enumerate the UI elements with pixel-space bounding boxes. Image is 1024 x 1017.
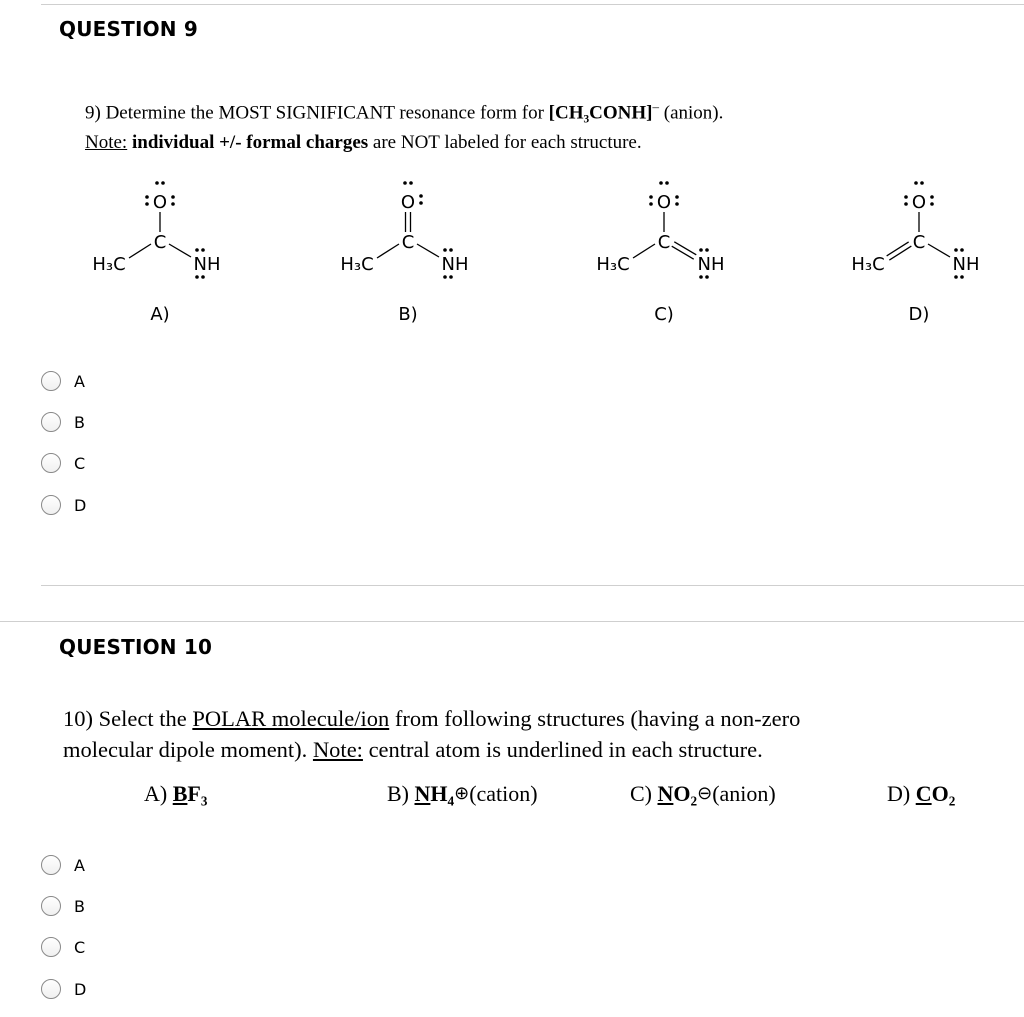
structure-drawing [85, 180, 245, 330]
section-divider [41, 585, 1024, 586]
q10-option-c[interactable]: C [41, 935, 85, 959]
lone-pair-dot [195, 248, 199, 252]
lone-pair-dot [659, 181, 663, 185]
bond-line [672, 246, 694, 259]
question-9-prompt [85, 92, 723, 158]
q10-radio-a[interactable] [41, 855, 61, 875]
q10-radio-c[interactable] [41, 937, 61, 957]
question-10-line-2: molecular dipole moment). Note: central atom is underlined in each structure. [63, 737, 763, 762]
methyl-group: H₃C [596, 254, 630, 275]
q9-radio-d[interactable] [41, 495, 61, 515]
bond-line [928, 244, 950, 257]
structure-drawing [589, 180, 749, 330]
lone-pair-dot [155, 181, 159, 185]
lone-pair-dot [705, 275, 709, 279]
lone-pair-dot [699, 275, 703, 279]
cn-bond [417, 244, 439, 257]
lone-pair-dot [699, 248, 703, 252]
methyl-group: H₃C [340, 254, 374, 275]
oxygen-atom: O [656, 192, 672, 213]
lone-pair-dot [195, 275, 199, 279]
question-9-line-1: 9) Determine the MOST SIGNIFICANT resonance form for [CH₃CONH]– (anion). [85, 99, 724, 124]
central-atom: N [414, 781, 431, 806]
lone-pair-dot [449, 248, 453, 252]
lone-pair-dot [409, 181, 413, 185]
oxygen-atom: O [400, 192, 416, 213]
lone-pair-dot [930, 202, 934, 206]
amide-nh: NH [697, 254, 725, 275]
cc-bond [377, 244, 399, 258]
cn-bond [169, 244, 191, 257]
question-10-line-1: 10) Select the POLAR molecule/ion from following structures (having a non-zero [63, 706, 801, 731]
lone-pair-dot [201, 248, 205, 252]
q9-option-d[interactable]: D [41, 493, 86, 517]
q10-radio-d[interactable] [41, 979, 61, 999]
structure-c [589, 180, 749, 330]
q10-radio-b[interactable] [41, 896, 61, 916]
methyl-group: H₃C [92, 254, 126, 275]
co-bond [406, 212, 411, 232]
lone-pair-dot [649, 202, 653, 206]
carbonyl-carbon: C [153, 232, 167, 253]
cc-bond [129, 244, 151, 258]
lone-pair-dot [649, 195, 653, 199]
structure-b [333, 180, 493, 330]
bond-line [377, 244, 399, 258]
structure-d [844, 180, 1004, 330]
lone-pair-dot [161, 181, 165, 185]
lone-pair-dot [920, 181, 924, 185]
oxygen-atom: O [911, 192, 927, 213]
lone-pair-dot [443, 248, 447, 252]
q10-option-a[interactable]: A [41, 853, 85, 877]
q9-radio-b[interactable] [41, 412, 61, 432]
oxygen-atom: O [152, 192, 168, 213]
methyl-group: H₃C [851, 254, 885, 275]
bond-line [129, 244, 151, 258]
lone-pair-dot [904, 202, 908, 206]
structure-drawing [844, 180, 1004, 330]
choice-b: B) NH₄⊕(cation) [387, 781, 538, 806]
section-divider-2 [0, 621, 1024, 622]
lone-pair-dot [145, 202, 149, 206]
cc-bond [887, 242, 912, 260]
q10-option-b[interactable]: B [41, 894, 85, 918]
structure-drawing [333, 180, 493, 330]
lone-pair-dot [960, 248, 964, 252]
lone-pair-dot [145, 195, 149, 199]
bond-line [674, 242, 696, 255]
lone-pair-dot [904, 195, 908, 199]
bond-line [417, 244, 439, 257]
lone-pair-dot [954, 275, 958, 279]
carbonyl-carbon: C [401, 232, 415, 253]
lone-pair-dot [675, 202, 679, 206]
bond-line [887, 242, 909, 256]
lone-pair-dot [449, 275, 453, 279]
plus-charge-icon: ⊕ [454, 783, 470, 803]
q9-option-a[interactable]: A [41, 369, 85, 393]
lone-pair-dot [914, 181, 918, 185]
lone-pair-dot [419, 194, 423, 198]
lone-pair-dot [171, 202, 175, 206]
amide-nh: NH [193, 254, 221, 275]
structure-label: C) [654, 304, 674, 325]
structure-a [85, 180, 245, 330]
cn-bond [672, 242, 697, 259]
question-9-title: QUESTION 9 [59, 17, 199, 41]
structure-label: A) [150, 304, 170, 325]
choice-a: A) BF₃ [144, 781, 208, 806]
lone-pair-dot [171, 195, 175, 199]
question-9-line-2: Note: individual +/- formal charges are NOT labeled for each structure. [85, 132, 642, 154]
lone-pair-dot [675, 195, 679, 199]
lone-pair-dot [419, 201, 423, 205]
q9-option-b[interactable]: B [41, 410, 85, 434]
amide-nh: NH [441, 254, 469, 275]
structure-label: B) [398, 304, 418, 325]
central-atom: B [172, 781, 188, 806]
lone-pair-dot [954, 248, 958, 252]
note-label: Note: [85, 132, 128, 154]
lone-pair-dot [443, 275, 447, 279]
q9-radio-a[interactable] [41, 371, 61, 391]
lone-pair-dot [201, 275, 205, 279]
lone-pair-dot [403, 181, 407, 185]
lone-pair-dot [960, 275, 964, 279]
structure-label: D) [908, 304, 930, 325]
carbonyl-carbon: C [912, 232, 926, 253]
choice-c: C) NO₂⊖(anion) [630, 781, 776, 806]
formula: [CH₃CONH] [548, 102, 653, 124]
bond-line [889, 246, 911, 260]
top-divider [41, 4, 1024, 5]
question-10-title: QUESTION 10 [59, 635, 213, 659]
minus-charge-icon: ⊖ [697, 783, 713, 803]
central-atom: N [657, 781, 674, 806]
lone-pair-dot [665, 181, 669, 185]
amide-nh: NH [952, 254, 980, 275]
lone-pair-dot [930, 195, 934, 199]
q10-option-d[interactable]: D [41, 977, 86, 1001]
note-label: Note: [312, 737, 363, 762]
carbonyl-carbon: C [657, 232, 671, 253]
lone-pair-dot [705, 248, 709, 252]
choice-d: D) CO₂ [887, 781, 956, 806]
bond-line [169, 244, 191, 257]
cc-bond [633, 244, 655, 258]
question-10-prompt [63, 703, 800, 765]
central-atom: C [915, 781, 932, 806]
bond-line [633, 244, 655, 258]
q9-radio-c[interactable] [41, 453, 61, 473]
q9-option-c[interactable]: C [41, 451, 85, 475]
cn-bond [928, 244, 950, 257]
